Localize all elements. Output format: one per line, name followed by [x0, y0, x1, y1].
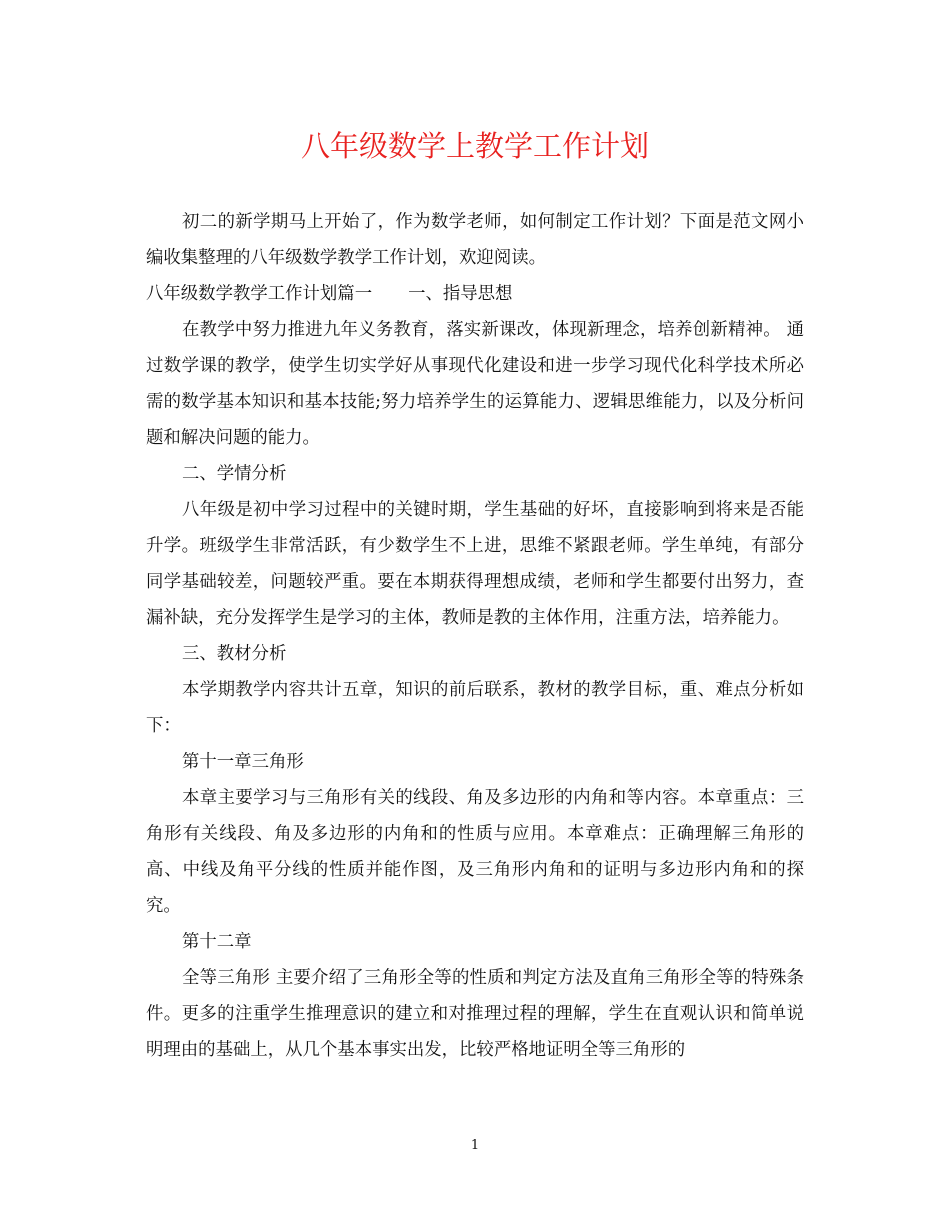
- chapter-12-heading: 第十二章: [182, 932, 252, 952]
- textbook-analysis-paragraph: 本学期教学内容共计五章，知识的前后联系，教材的教学目标，重、难点分析如下：: [146, 680, 804, 736]
- page-number: 1: [470, 1138, 480, 1153]
- student-analysis-heading: 二、学情分析: [182, 464, 287, 484]
- intro-paragraph: 初二的新学期马上开始了，作为数学老师，如何制定工作计划？下面是范文网小编收集整理的八年级数学教学工作计划，欢迎阅读。: [146, 212, 804, 268]
- guiding-idea-heading: 一、指导思想: [408, 284, 513, 304]
- guiding-idea-paragraph: 在教学中努力推进九年义务教育，落实新课改，体现新理念，培养创新精神。 通过数学课的教学，使学生切实学好从事现代化建设和进一步学习现代化科学技术所必需的数学基本知识和基本技能;努力培养学生的运算能力、逻辑思维能力，以及分析问题和解决问题的能力。: [146, 320, 804, 448]
- textbook-analysis-heading: 三、教材分析: [182, 644, 287, 664]
- section-heading-line: [146, 276, 804, 312]
- plan-part-title: 八年级数学教学工作计划篇一: [146, 284, 373, 304]
- chapter-12-paragraph: 全等三角形 主要介绍了三角形全等的性质和判定方法及直角三角形全等的特殊条件。更多的注重学生推理意识的建立和对推理过程的理解，学生在直观认识和简单说明理由的基础上，从几个基本事实出发，比较严格地证明全等三角形的: [146, 968, 804, 1060]
- chapter-11-heading: 第十一章三角形: [182, 752, 304, 772]
- chapter-11-paragraph: 本章主要学习与三角形有关的线段、角及多边形的内角和等内容。本章重点：三角形有关线段、角及多边形的内角和的性质与应用。本章难点：正确理解三角形的高、中线及角平分线的性质并能作图，及三角形内角和的证明与多边形内角和的探究。: [146, 788, 804, 916]
- document-body: [146, 204, 804, 1068]
- document-title: 八年级数学上教学工作计划: [300, 129, 649, 163]
- student-analysis-paragraph: 八年级是初中学习过程中的关键时期，学生基础的好坏，直接影响到将来是否能升学。班级学生非常活跃，有少数学生不上进，思维不紧跟老师。学生单纯，有部分同学基础较差，问题较严重。要在本期获得理想成绩，老师和学生都要付出努力，查漏补缺，充分发挥学生是学习的主体，教师是教的主体作用，注重方法，培养能力。: [146, 500, 804, 628]
